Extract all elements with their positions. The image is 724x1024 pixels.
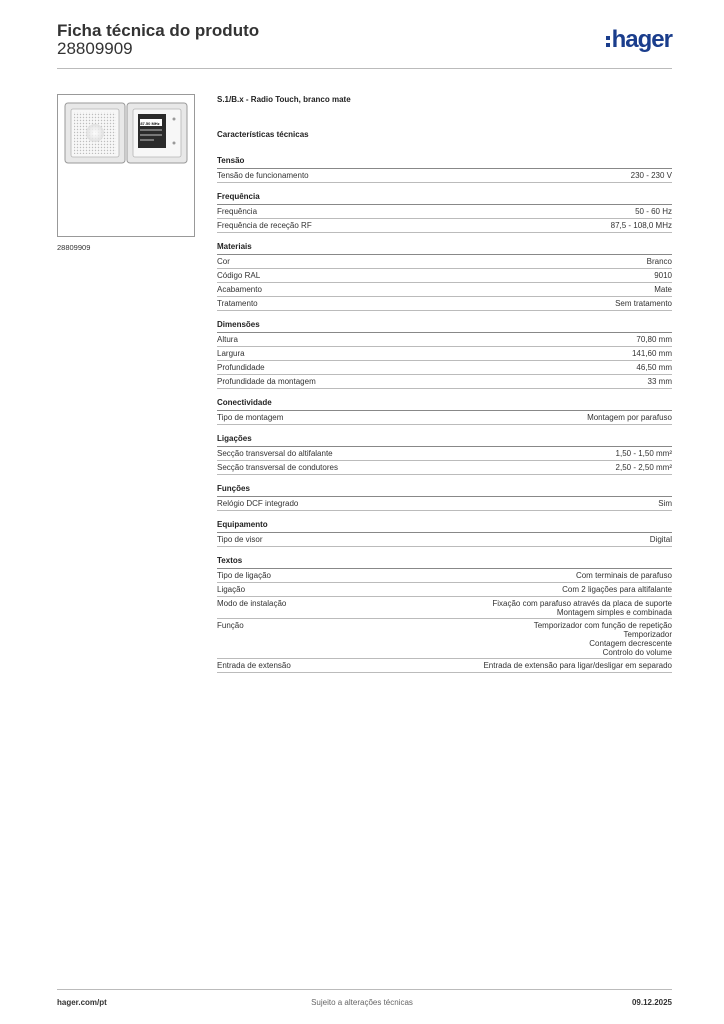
spec-value-line: Montagem simples e combinada — [556, 608, 672, 617]
spec-label: Tensão de funcionamento — [217, 171, 309, 180]
spec-label: Cor — [217, 257, 230, 266]
header-divider — [57, 68, 672, 69]
spec-label: Modo de instalação — [217, 599, 287, 608]
spec-section — [217, 398, 672, 425]
spec-row — [217, 269, 672, 283]
spec-row — [217, 597, 672, 619]
spec-row — [217, 569, 672, 583]
spec-value-line: 33 mm — [647, 377, 672, 386]
spec-value-line: Sem tratamento — [615, 299, 672, 308]
spec-row — [217, 619, 672, 659]
spec-value — [492, 599, 672, 617]
spec-label: Tipo de montagem — [217, 413, 284, 422]
section-title: Ligações — [217, 434, 672, 447]
spec-sheet — [217, 95, 672, 673]
spec-value-line: Mate — [654, 285, 672, 294]
spec-value-line: Temporizador — [623, 630, 672, 639]
radio-touch-device-icon — [58, 95, 194, 236]
spec-value-line: Contagem decrescente — [589, 639, 672, 648]
spec-label: Secção transversal de condutores — [217, 463, 338, 472]
characteristics-title: Características técnicas — [217, 130, 309, 139]
spec-value — [615, 299, 672, 309]
spec-row — [217, 411, 672, 425]
spec-label: Secção transversal do altifalante — [217, 449, 333, 458]
spec-value-line: Sim — [658, 499, 672, 508]
spec-value-line: 230 - 230 V — [630, 171, 672, 180]
section-title: Materiais — [217, 242, 672, 255]
section-title: Frequência — [217, 192, 672, 205]
product-name: S.1/B.x - Radio Touch, branco mate — [217, 95, 351, 104]
spec-label: Relógio DCF integrado — [217, 499, 299, 508]
spec-row — [217, 283, 672, 297]
spec-value — [647, 257, 672, 267]
spec-value — [654, 271, 672, 281]
footer-website: hager.com/pt — [57, 998, 107, 1007]
spec-sections — [217, 156, 672, 673]
spec-row — [217, 659, 672, 673]
spec-row — [217, 583, 672, 597]
spec-row — [217, 205, 672, 219]
spec-label: Tratamento — [217, 299, 258, 308]
spec-label: Frequência de receção RF — [217, 221, 312, 230]
section-title: Conectividade — [217, 398, 672, 411]
spec-value-line: Com terminais de parafuso — [575, 571, 672, 580]
spec-row — [217, 447, 672, 461]
product-image — [57, 94, 195, 237]
spec-value — [562, 585, 672, 595]
spec-label: Código RAL — [217, 271, 261, 280]
spec-label: Função — [217, 621, 244, 630]
spec-value-line: Controlo do volume — [602, 648, 672, 657]
spec-row — [217, 461, 672, 475]
product-number: 28809909 — [57, 39, 133, 58]
spec-value-line: 50 - 60 Hz — [635, 207, 672, 216]
spec-row — [217, 347, 672, 361]
section-title: Dimensões — [217, 320, 672, 333]
spec-section — [217, 434, 672, 475]
footer-date: 09.12.2025 — [631, 998, 672, 1007]
spec-value — [654, 285, 672, 295]
logo-text: hager — [611, 26, 672, 53]
spec-value-line: Digital — [649, 535, 672, 544]
spec-row — [217, 497, 672, 511]
spec-value-line: 1,50 - 1,50 mm² — [615, 449, 672, 458]
spec-value-line: 9010 — [654, 271, 672, 280]
spec-row — [217, 375, 672, 389]
section-title: Textos — [217, 556, 672, 569]
spec-row — [217, 533, 672, 547]
spec-value — [611, 221, 672, 231]
footer-note: Sujeito a alterações técnicas — [311, 998, 413, 1007]
page-title: Ficha técnica do produto — [57, 21, 260, 40]
spec-label: Profundidade da montagem — [217, 377, 316, 386]
footer-divider — [57, 989, 672, 990]
spec-section — [217, 484, 672, 511]
spec-label: Ligação — [217, 585, 246, 594]
spec-value — [636, 335, 672, 345]
spec-label: Profundidade — [217, 363, 265, 372]
spec-section — [217, 156, 672, 183]
spec-row — [217, 219, 672, 233]
spec-section — [217, 520, 672, 547]
hager-logo — [606, 28, 672, 52]
spec-value — [635, 207, 672, 217]
spec-value-line: 87,5 - 108,0 MHz — [610, 221, 672, 230]
spec-value — [483, 661, 672, 671]
spec-label: Tipo de ligação — [217, 571, 271, 580]
spec-value — [632, 349, 672, 359]
spec-value — [616, 449, 672, 459]
spec-label: Entrada de extensão — [217, 661, 291, 670]
spec-value — [636, 363, 672, 373]
spec-label: Frequência — [217, 207, 258, 216]
spec-value-line: 46,50 mm — [636, 363, 672, 372]
spec-label: Acabamento — [217, 285, 262, 294]
spec-value — [587, 413, 672, 423]
spec-value-line: Fixação com parafuso através da placa de suporte — [492, 599, 672, 608]
spec-value-line: Entrada de extensão para ligar/desligar em separado — [483, 661, 672, 670]
spec-value-line: 2,50 - 2,50 mm² — [615, 463, 672, 472]
spec-value — [650, 535, 672, 545]
spec-label: Tipo de visor — [217, 535, 263, 544]
section-title: Equipamento — [217, 520, 672, 533]
spec-value — [631, 171, 672, 181]
spec-row — [217, 361, 672, 375]
spec-section — [217, 192, 672, 233]
spec-value-line: Montagem por parafuso — [587, 413, 672, 422]
spec-value-line: Branco — [646, 257, 672, 266]
spec-value-line: Temporizador com função de repetição — [533, 621, 672, 630]
spec-value — [648, 377, 672, 387]
spec-value — [576, 571, 672, 581]
spec-label: Largura — [217, 349, 245, 358]
spec-row — [217, 297, 672, 311]
spec-section — [217, 320, 672, 389]
spec-value-line: Com 2 ligações para altifalante — [562, 585, 672, 594]
section-title: Tensão — [217, 156, 672, 169]
section-title: Funções — [217, 484, 672, 497]
spec-row — [217, 255, 672, 269]
spec-row — [217, 333, 672, 347]
spec-section — [217, 242, 672, 311]
product-image-caption: 28809909 — [57, 243, 91, 252]
spec-label: Altura — [217, 335, 238, 344]
device-display-frequency: 87.50 MHz — [140, 121, 160, 126]
spec-value — [534, 621, 672, 657]
spec-value — [658, 499, 672, 509]
spec-value — [616, 463, 672, 473]
spec-value-line: 70,80 mm — [636, 335, 672, 344]
logo-dots-icon — [606, 36, 610, 47]
spec-section — [217, 556, 672, 673]
spec-row — [217, 169, 672, 183]
spec-value-line: 141,60 mm — [631, 349, 672, 358]
